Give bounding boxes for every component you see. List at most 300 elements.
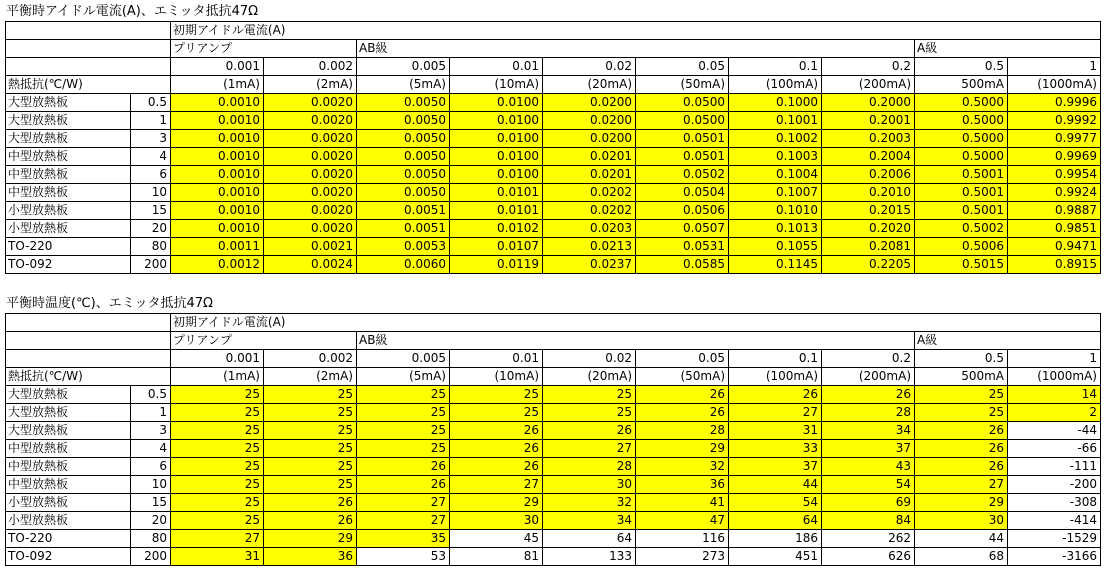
value-cell[interactable]: 116 xyxy=(636,530,729,548)
current-header-cell[interactable]: 0.02 xyxy=(543,350,636,368)
value-cell[interactable]: 41 xyxy=(636,494,729,512)
thermal-resistance-cell[interactable]: 0.5 xyxy=(131,386,171,404)
value-cell[interactable]: 0.0010 xyxy=(171,130,264,148)
value-cell[interactable]: 27 xyxy=(357,494,450,512)
current-header-cell[interactable]: 0.5 xyxy=(915,58,1008,76)
header-corner-cell[interactable] xyxy=(6,314,171,332)
value-cell[interactable]: 0.0202 xyxy=(543,184,636,202)
value-cell[interactable]: 0.5001 xyxy=(915,166,1008,184)
value-cell[interactable]: 0.0050 xyxy=(357,130,450,148)
value-cell[interactable]: 0.2010 xyxy=(822,184,915,202)
value-cell[interactable]: 25 xyxy=(171,422,264,440)
ma-header-cell[interactable]: (1mA) xyxy=(171,368,264,386)
class-label-cell[interactable]: AB級 xyxy=(357,40,915,58)
heatsink-name-cell[interactable]: 大型放熱板 xyxy=(6,130,131,148)
value-cell[interactable]: 0.2004 xyxy=(822,148,915,166)
value-cell[interactable]: 0.5001 xyxy=(915,184,1008,202)
value-cell[interactable]: 0.0010 xyxy=(171,220,264,238)
current-header-cell[interactable]: 0.005 xyxy=(357,58,450,76)
heatsink-name-cell[interactable]: 小型放熱板 xyxy=(6,202,131,220)
value-cell[interactable]: 27 xyxy=(357,512,450,530)
value-cell[interactable]: 26 xyxy=(264,512,357,530)
heatsink-name-cell[interactable]: TO-092 xyxy=(6,256,131,274)
heatsink-name-cell[interactable]: 中型放熱板 xyxy=(6,476,131,494)
value-cell[interactable]: 0.5000 xyxy=(915,112,1008,130)
ma-header-cell[interactable]: (2mA) xyxy=(264,368,357,386)
ma-header-cell[interactable]: (20mA) xyxy=(543,76,636,94)
value-cell[interactable]: 29 xyxy=(264,530,357,548)
value-cell[interactable]: 25 xyxy=(543,404,636,422)
value-cell[interactable]: 25 xyxy=(450,386,543,404)
value-cell[interactable]: 81 xyxy=(450,548,543,566)
class-label-cell[interactable]: A級 xyxy=(915,332,1101,350)
value-cell[interactable]: 0.1010 xyxy=(729,202,822,220)
heatsink-name-cell[interactable]: TO-220 xyxy=(6,530,131,548)
value-cell[interactable]: 0.0507 xyxy=(636,220,729,238)
value-cell[interactable]: 25 xyxy=(357,422,450,440)
current-header-cell[interactable]: 0.2 xyxy=(822,350,915,368)
value-cell[interactable]: 0.0500 xyxy=(636,94,729,112)
value-cell[interactable]: 0.0050 xyxy=(357,184,450,202)
value-cell[interactable]: 0.0050 xyxy=(357,148,450,166)
class-label-cell[interactable]: プリアンプ xyxy=(171,332,357,350)
value-cell[interactable]: 29 xyxy=(636,440,729,458)
value-cell[interactable]: 64 xyxy=(729,512,822,530)
value-cell[interactable]: 31 xyxy=(729,422,822,440)
value-cell[interactable]: 0.0010 xyxy=(171,184,264,202)
value-cell[interactable]: 0.0024 xyxy=(264,256,357,274)
value-cell[interactable]: 0.5002 xyxy=(915,220,1008,238)
value-cell[interactable]: -308 xyxy=(1008,494,1101,512)
thermal-resistance-cell[interactable]: 4 xyxy=(131,148,171,166)
value-cell[interactable]: 0.9924 xyxy=(1008,184,1101,202)
value-cell[interactable]: 36 xyxy=(264,548,357,566)
value-cell[interactable]: 84 xyxy=(822,512,915,530)
ma-header-cell[interactable]: (2mA) xyxy=(264,76,357,94)
thermal-resistance-cell[interactable]: 80 xyxy=(131,530,171,548)
value-cell[interactable]: 0.9992 xyxy=(1008,112,1101,130)
ma-header-cell[interactable]: (50mA) xyxy=(636,76,729,94)
class-label-cell[interactable]: AB級 xyxy=(357,332,915,350)
value-cell[interactable]: 53 xyxy=(357,548,450,566)
value-cell[interactable]: 0.0060 xyxy=(357,256,450,274)
value-cell[interactable]: 25 xyxy=(171,494,264,512)
value-cell[interactable]: 25 xyxy=(264,476,357,494)
value-cell[interactable]: 26 xyxy=(729,386,822,404)
value-cell[interactable]: 26 xyxy=(915,440,1008,458)
value-cell[interactable]: 0.0020 xyxy=(264,130,357,148)
value-cell[interactable]: 44 xyxy=(915,530,1008,548)
ma-header-cell[interactable]: (50mA) xyxy=(636,368,729,386)
value-cell[interactable]: 0.0101 xyxy=(450,184,543,202)
value-cell[interactable]: 0.0020 xyxy=(264,202,357,220)
value-cell[interactable]: 0.0203 xyxy=(543,220,636,238)
header-row-class xyxy=(6,40,1101,58)
value-cell[interactable]: -44 xyxy=(1008,422,1101,440)
thermal-resistance-cell[interactable]: 15 xyxy=(131,494,171,512)
value-cell[interactable]: 69 xyxy=(822,494,915,512)
ma-header-cell[interactable]: (100mA) xyxy=(729,368,822,386)
value-cell[interactable]: 0.1000 xyxy=(729,94,822,112)
thermal-resistance-cell[interactable]: 20 xyxy=(131,220,171,238)
heatsink-name-cell[interactable]: 大型放熱板 xyxy=(6,94,131,112)
current-header-cell[interactable]: 1 xyxy=(1008,350,1101,368)
value-cell[interactable]: 25 xyxy=(171,458,264,476)
heatsink-name-cell[interactable]: 大型放熱板 xyxy=(6,404,131,422)
current-header-cell[interactable]: 0.01 xyxy=(450,58,543,76)
value-cell[interactable]: 27 xyxy=(915,476,1008,494)
value-cell[interactable]: 26 xyxy=(450,458,543,476)
value-cell[interactable]: 32 xyxy=(636,458,729,476)
value-cell[interactable]: 0.2081 xyxy=(822,238,915,256)
header-corner-cell[interactable] xyxy=(6,22,171,40)
value-cell[interactable]: 0.0010 xyxy=(171,148,264,166)
value-cell[interactable]: 0.0010 xyxy=(171,202,264,220)
ma-header-cell[interactable]: (5mA) xyxy=(357,368,450,386)
value-cell[interactable]: 0.1055 xyxy=(729,238,822,256)
value-cell[interactable]: 26 xyxy=(450,440,543,458)
value-cell[interactable]: 0.0020 xyxy=(264,94,357,112)
current-header-cell[interactable]: 0.2 xyxy=(822,58,915,76)
value-cell[interactable]: 0.0237 xyxy=(543,256,636,274)
value-cell[interactable]: 0.0020 xyxy=(264,166,357,184)
header-corner-cell[interactable] xyxy=(6,40,171,58)
value-cell[interactable]: 0.0213 xyxy=(543,238,636,256)
current-header-cell[interactable]: 0.01 xyxy=(450,350,543,368)
value-cell[interactable]: 0.0506 xyxy=(636,202,729,220)
thermal-resistance-cell[interactable]: 200 xyxy=(131,256,171,274)
value-cell[interactable]: 37 xyxy=(729,458,822,476)
ma-header-cell[interactable]: (200mA) xyxy=(822,76,915,94)
header-corner-cell[interactable] xyxy=(6,58,171,76)
value-cell[interactable]: 0.0021 xyxy=(264,238,357,256)
value-cell[interactable]: 31 xyxy=(171,548,264,566)
value-cell[interactable]: 626 xyxy=(822,548,915,566)
heatsink-name-cell[interactable]: 小型放熱板 xyxy=(6,220,131,238)
value-cell[interactable]: 186 xyxy=(729,530,822,548)
value-cell[interactable]: 0.5015 xyxy=(915,256,1008,274)
value-cell[interactable]: 25 xyxy=(450,404,543,422)
thermal-resistance-cell[interactable]: 4 xyxy=(131,440,171,458)
value-cell[interactable]: -111 xyxy=(1008,458,1101,476)
current-header-cell[interactable]: 0.05 xyxy=(636,58,729,76)
value-cell[interactable]: 0.0107 xyxy=(450,238,543,256)
thermal-resistance-cell[interactable]: 10 xyxy=(131,476,171,494)
value-cell[interactable]: 68 xyxy=(915,548,1008,566)
value-cell[interactable]: 27 xyxy=(543,440,636,458)
value-cell[interactable]: -66 xyxy=(1008,440,1101,458)
value-cell[interactable]: 45 xyxy=(450,530,543,548)
value-cell[interactable]: 2 xyxy=(1008,404,1101,422)
value-cell[interactable]: 33 xyxy=(729,440,822,458)
ma-header-cell[interactable]: (100mA) xyxy=(729,76,822,94)
value-cell[interactable]: 0.5000 xyxy=(915,130,1008,148)
value-cell[interactable]: 0.0010 xyxy=(171,94,264,112)
table-row xyxy=(6,386,1101,404)
thermal-resistance-cell[interactable]: 6 xyxy=(131,458,171,476)
current-header-cell[interactable]: 0.5 xyxy=(915,350,1008,368)
value-cell[interactable]: -1529 xyxy=(1008,530,1101,548)
value-cell[interactable]: 0.0119 xyxy=(450,256,543,274)
value-cell[interactable]: 0.1007 xyxy=(729,184,822,202)
value-cell[interactable]: 0.2015 xyxy=(822,202,915,220)
value-cell[interactable]: 0.0100 xyxy=(450,112,543,130)
value-cell[interactable]: 0.2003 xyxy=(822,130,915,148)
value-cell[interactable]: 25 xyxy=(357,404,450,422)
current-header-cell[interactable]: 0.05 xyxy=(636,350,729,368)
value-cell[interactable]: 34 xyxy=(543,512,636,530)
table-row xyxy=(6,148,1101,166)
value-cell[interactable]: 0.0020 xyxy=(264,148,357,166)
heatsink-name-cell[interactable]: 中型放熱板 xyxy=(6,184,131,202)
heatsink-name-cell[interactable]: 中型放熱板 xyxy=(6,166,131,184)
value-cell[interactable]: 0.0020 xyxy=(264,184,357,202)
value-cell[interactable]: 47 xyxy=(636,512,729,530)
class-label-cell[interactable]: プリアンプ xyxy=(171,40,357,58)
value-cell[interactable]: 0.0020 xyxy=(264,220,357,238)
value-cell[interactable]: 0.9471 xyxy=(1008,238,1101,256)
header-row-current xyxy=(6,350,1101,368)
value-cell[interactable]: 0.0531 xyxy=(636,238,729,256)
thermal-resistance-cell[interactable]: 1 xyxy=(131,404,171,422)
value-cell[interactable]: 0.0050 xyxy=(357,94,450,112)
resistance-label-cell[interactable]: 熱抵抗(℃/W) xyxy=(6,368,171,386)
value-cell[interactable]: 0.0501 xyxy=(636,148,729,166)
value-cell[interactable]: 25 xyxy=(171,440,264,458)
thermal-resistance-cell[interactable]: 80 xyxy=(131,238,171,256)
value-cell[interactable]: 0.0585 xyxy=(636,256,729,274)
heatsink-name-cell[interactable]: 中型放熱板 xyxy=(6,458,131,476)
value-cell[interactable]: 0.0100 xyxy=(450,166,543,184)
heatsink-name-cell[interactable]: 中型放熱板 xyxy=(6,148,131,166)
current-header-cell[interactable]: 1 xyxy=(1008,58,1101,76)
value-cell[interactable]: 0.0100 xyxy=(450,148,543,166)
value-cell[interactable]: 0.0200 xyxy=(543,94,636,112)
value-cell[interactable]: 0.0012 xyxy=(171,256,264,274)
heatsink-name-cell[interactable]: 大型放熱板 xyxy=(6,386,131,404)
value-cell[interactable]: 26 xyxy=(915,458,1008,476)
value-cell[interactable]: 27 xyxy=(450,476,543,494)
value-cell[interactable]: 0.1004 xyxy=(729,166,822,184)
value-cell[interactable]: 0.9851 xyxy=(1008,220,1101,238)
value-cell[interactable]: 26 xyxy=(636,404,729,422)
value-cell[interactable]: 0.0050 xyxy=(357,166,450,184)
value-cell[interactable]: 54 xyxy=(822,476,915,494)
ma-header-cell[interactable]: (1mA) xyxy=(171,76,264,94)
value-cell[interactable]: 26 xyxy=(915,422,1008,440)
value-cell[interactable]: 0.2006 xyxy=(822,166,915,184)
value-cell[interactable]: 37 xyxy=(822,440,915,458)
value-cell[interactable]: 0.0201 xyxy=(543,166,636,184)
value-cell[interactable]: 0.1003 xyxy=(729,148,822,166)
value-cell[interactable]: 26 xyxy=(357,476,450,494)
value-cell[interactable]: 0.1001 xyxy=(729,112,822,130)
value-cell[interactable]: 25 xyxy=(171,512,264,530)
thermal-resistance-cell[interactable]: 0.5 xyxy=(131,94,171,112)
value-cell[interactable]: 133 xyxy=(543,548,636,566)
ma-header-cell[interactable]: (10mA) xyxy=(450,76,543,94)
value-cell[interactable]: 25 xyxy=(915,386,1008,404)
value-cell[interactable]: 0.0200 xyxy=(543,112,636,130)
value-cell[interactable]: 35 xyxy=(357,530,450,548)
value-cell[interactable]: 0.0201 xyxy=(543,148,636,166)
group-label-cell[interactable]: 初期アイドル電流(A) xyxy=(171,22,1101,40)
value-cell[interactable]: 0.0200 xyxy=(543,130,636,148)
header-corner-cell[interactable] xyxy=(6,332,171,350)
value-cell[interactable]: 0.0501 xyxy=(636,130,729,148)
ma-header-cell[interactable]: (5mA) xyxy=(357,76,450,94)
value-cell[interactable]: 64 xyxy=(543,530,636,548)
value-cell[interactable]: 0.2001 xyxy=(822,112,915,130)
value-cell[interactable]: 0.5000 xyxy=(915,94,1008,112)
current-header-cell[interactable]: 0.1 xyxy=(729,350,822,368)
value-cell[interactable]: 0.5006 xyxy=(915,238,1008,256)
value-cell[interactable]: 43 xyxy=(822,458,915,476)
value-cell[interactable]: 36 xyxy=(636,476,729,494)
value-cell[interactable]: 26 xyxy=(543,422,636,440)
current-header-cell[interactable]: 0.005 xyxy=(357,350,450,368)
thermal-resistance-cell[interactable]: 20 xyxy=(131,512,171,530)
value-cell[interactable]: 273 xyxy=(636,548,729,566)
thermal-resistance-cell[interactable]: 3 xyxy=(131,422,171,440)
value-cell[interactable]: 0.9887 xyxy=(1008,202,1101,220)
value-cell[interactable]: 0.0051 xyxy=(357,220,450,238)
value-cell[interactable]: 0.0010 xyxy=(171,166,264,184)
value-cell[interactable]: 0.0504 xyxy=(636,184,729,202)
value-cell[interactable]: 0.1013 xyxy=(729,220,822,238)
value-cell[interactable]: 0.0102 xyxy=(450,220,543,238)
value-cell[interactable]: 30 xyxy=(450,512,543,530)
value-cell[interactable]: 25 xyxy=(264,440,357,458)
value-cell[interactable]: 14 xyxy=(1008,386,1101,404)
value-cell[interactable]: 30 xyxy=(543,476,636,494)
value-cell[interactable]: 26 xyxy=(264,494,357,512)
value-cell[interactable]: 25 xyxy=(915,404,1008,422)
value-cell[interactable]: 27 xyxy=(729,404,822,422)
value-cell[interactable]: 0.2000 xyxy=(822,94,915,112)
ma-header-cell[interactable]: 500mA xyxy=(915,76,1008,94)
header-corner-cell[interactable] xyxy=(6,350,171,368)
current-header-cell[interactable]: 0.002 xyxy=(264,350,357,368)
group-label-cell[interactable]: 初期アイドル電流(A) xyxy=(171,314,1101,332)
current-header-cell[interactable]: 0.001 xyxy=(171,350,264,368)
thermal-resistance-cell[interactable]: 15 xyxy=(131,202,171,220)
value-cell[interactable]: 25 xyxy=(357,386,450,404)
value-cell[interactable]: 0.0020 xyxy=(264,112,357,130)
value-cell[interactable]: 451 xyxy=(729,548,822,566)
value-cell[interactable]: 25 xyxy=(357,440,450,458)
value-cell[interactable]: 0.0101 xyxy=(450,202,543,220)
value-cell[interactable]: 26 xyxy=(450,422,543,440)
current-header-cell[interactable]: 0.02 xyxy=(543,58,636,76)
heatsink-name-cell[interactable]: 小型放熱板 xyxy=(6,494,131,512)
value-cell[interactable]: 25 xyxy=(264,404,357,422)
value-cell[interactable]: 44 xyxy=(729,476,822,494)
heatsink-name-cell[interactable]: TO-092 xyxy=(6,548,131,566)
ma-header-cell[interactable]: 500mA xyxy=(915,368,1008,386)
thermal-resistance-cell[interactable]: 10 xyxy=(131,184,171,202)
thermal-resistance-cell[interactable]: 1 xyxy=(131,112,171,130)
value-cell[interactable]: 0.9996 xyxy=(1008,94,1101,112)
value-cell[interactable]: 32 xyxy=(543,494,636,512)
value-cell[interactable]: 54 xyxy=(729,494,822,512)
heatsink-name-cell[interactable]: TO-220 xyxy=(6,238,131,256)
resistance-label-cell[interactable]: 熱抵抗(℃/W) xyxy=(6,76,171,94)
value-cell[interactable]: 25 xyxy=(543,386,636,404)
value-cell[interactable]: 0.1145 xyxy=(729,256,822,274)
value-cell[interactable]: -200 xyxy=(1008,476,1101,494)
value-cell[interactable]: 0.0502 xyxy=(636,166,729,184)
value-cell[interactable]: 0.0051 xyxy=(357,202,450,220)
value-cell[interactable]: 262 xyxy=(822,530,915,548)
value-cell[interactable]: 0.0100 xyxy=(450,94,543,112)
value-cell[interactable]: 0.5001 xyxy=(915,202,1008,220)
value-cell[interactable]: 0.0100 xyxy=(450,130,543,148)
value-cell[interactable]: 25 xyxy=(264,458,357,476)
value-cell[interactable]: 0.2020 xyxy=(822,220,915,238)
value-cell[interactable]: 0.0010 xyxy=(171,112,264,130)
value-cell[interactable]: 0.9969 xyxy=(1008,148,1101,166)
value-cell[interactable]: -3166 xyxy=(1008,548,1101,566)
value-cell[interactable]: 0.9954 xyxy=(1008,166,1101,184)
class-label-cell[interactable]: A級 xyxy=(915,40,1101,58)
value-cell[interactable]: 25 xyxy=(264,422,357,440)
value-cell[interactable]: 27 xyxy=(171,530,264,548)
value-cell[interactable]: 0.0053 xyxy=(357,238,450,256)
ma-header-cell[interactable]: (20mA) xyxy=(543,368,636,386)
ma-header-cell[interactable]: (1000mA) xyxy=(1008,368,1101,386)
value-cell[interactable]: 0.1002 xyxy=(729,130,822,148)
value-cell[interactable]: 30 xyxy=(915,512,1008,530)
value-cell[interactable]: 0.5000 xyxy=(915,148,1008,166)
current-header-cell[interactable]: 0.002 xyxy=(264,58,357,76)
value-cell[interactable]: 0.0011 xyxy=(171,238,264,256)
heatsink-name-cell[interactable]: 中型放熱板 xyxy=(6,440,131,458)
heatsink-name-cell[interactable]: 大型放熱板 xyxy=(6,112,131,130)
value-cell[interactable]: 0.2205 xyxy=(822,256,915,274)
value-cell[interactable]: 0.0050 xyxy=(357,112,450,130)
current-header-cell[interactable]: 0.001 xyxy=(171,58,264,76)
value-cell[interactable]: 0.9977 xyxy=(1008,130,1101,148)
value-cell[interactable]: 25 xyxy=(171,476,264,494)
heatsink-name-cell[interactable]: 小型放熱板 xyxy=(6,512,131,530)
ma-header-cell[interactable]: (200mA) xyxy=(822,368,915,386)
value-cell[interactable]: 25 xyxy=(171,386,264,404)
value-cell[interactable]: 0.8915 xyxy=(1008,256,1101,274)
current-header-cell[interactable]: 0.1 xyxy=(729,58,822,76)
value-cell[interactable]: 25 xyxy=(264,386,357,404)
value-cell[interactable]: 26 xyxy=(636,386,729,404)
thermal-resistance-cell[interactable]: 3 xyxy=(131,130,171,148)
value-cell[interactable]: 34 xyxy=(822,422,915,440)
value-cell[interactable]: 29 xyxy=(915,494,1008,512)
ma-header-cell[interactable]: (10mA) xyxy=(450,368,543,386)
thermal-resistance-cell[interactable]: 200 xyxy=(131,548,171,566)
ma-header-cell[interactable]: (1000mA) xyxy=(1008,76,1101,94)
value-cell[interactable]: 0.0202 xyxy=(543,202,636,220)
value-cell[interactable]: 28 xyxy=(822,404,915,422)
value-cell[interactable]: 25 xyxy=(171,404,264,422)
value-cell[interactable]: 26 xyxy=(822,386,915,404)
value-cell[interactable]: 28 xyxy=(543,458,636,476)
value-cell[interactable]: -414 xyxy=(1008,512,1101,530)
value-cell[interactable]: 29 xyxy=(450,494,543,512)
value-cell[interactable]: 0.0500 xyxy=(636,112,729,130)
heatsink-name-cell[interactable]: 大型放熱板 xyxy=(6,422,131,440)
value-cell[interactable]: 26 xyxy=(357,458,450,476)
thermal-resistance-cell[interactable]: 6 xyxy=(131,166,171,184)
value-cell[interactable]: 28 xyxy=(636,422,729,440)
